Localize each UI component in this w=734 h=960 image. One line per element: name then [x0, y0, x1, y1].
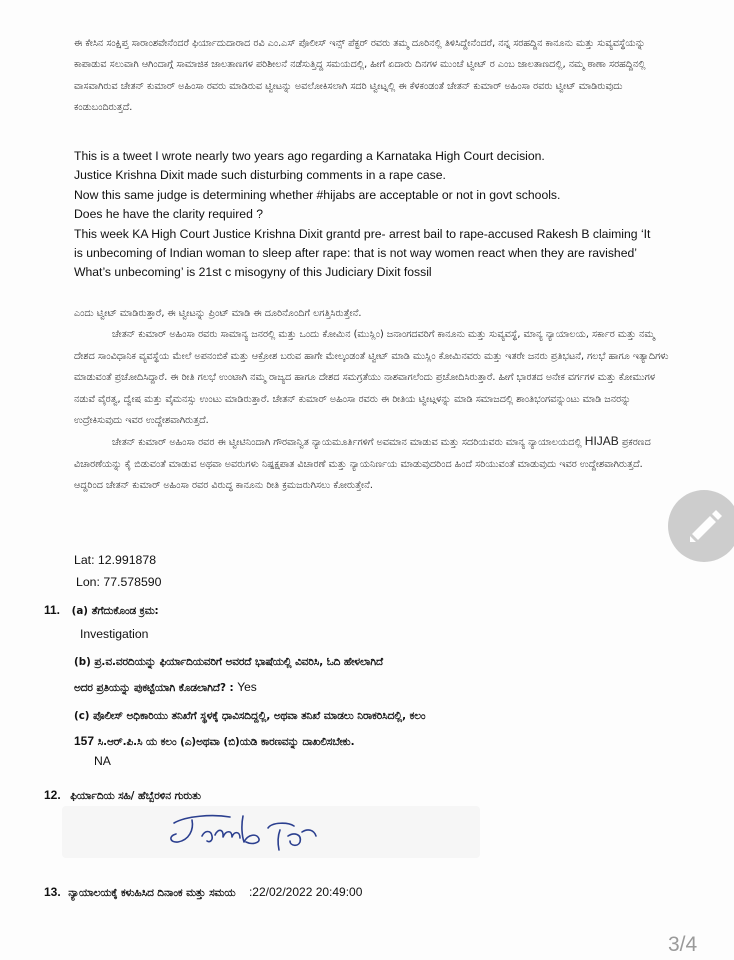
item-13-court-dispatch [44, 885, 362, 900]
item-11b-value: Yes [237, 680, 257, 694]
item-12-signature-label [44, 788, 201, 803]
item-11-number: 11. [44, 603, 61, 617]
tweet-line: is unbecoming of Indian woman to sleep after rape: that is not way women react when they are ravished’ [74, 246, 637, 261]
complaint-body [74, 303, 670, 497]
tweet-line: Does he have the clarity required ? [74, 207, 264, 222]
latitude: Lat: 12.991878 [74, 553, 157, 567]
item-11c-line-1: (c) ಪೊಲೀಸ್ ಅಧಿಕಾರಿಯು ತನಿಖೆಗೆ ಸ್ಥಳಕ್ಕೆ ಧಾವಿಸದಿದ್ದಲ್ಲಿ, ಅಥವಾ ತನಿಖೆ ಮಾಡಲು ನಿರಾಕರಿಸಿದಲ್ಲಿ, ಕಲಂ [74, 710, 426, 722]
complaint-paragraph-2: ಚೇತನ್ ಕುಮಾರ್ ಅಹಿಂಸಾ ರವರು ಸಾಮಾನ್ಯ ಜನರಲ್ಲಿ ಮತ್ತು ಒಂದು ಕೋಮಿನ (ಮುಸ್ಲಿಂ) ಜನಾಂಗದವರಿಗೆ ಕಾನೂನು ಮತ್ತು ಸುವ್ಯವಸ್ಥೆ, ಮಾನ್ಯ ನ್ಯಾಯಾಲಯ, ಸರ್ಕಾರ ಮತ್ತು ನಮ್ಮ ದೇಶದ ಸಾಂವಿಧಾನಿಕ ವ್ಯವಸ್ಥೆಯ ಮೇಲೆ ಅಪನಂಬಿಕೆ ಮತ್ತು ಆಕ್ರೋಶ ಬರುವ ಹಾಗೇ ಮೇಲ್ಕಂಡಂತೆ ಟ್ವೀಟ್ ಮಾಡಿ ಮುಸ್ಲಿಂ ಕೋಮಿನವರು ಮತ್ತು ಇತರೇ ಜನರು ಪ್ರತಿಭಟನೆ, ಗಲಭೆ ಹಾಗೂ ಇತ್ಯಾದಿಗಳು ಮಾಡುವಂತೆ ಪ್ರಚೋದಿಸಿದ್ದಾರೆ. ಈ ರೀತಿ ಗಲಭೆ ಉಂಟಾಗಿ ನಮ್ಮ ರಾಜ್ಯದ ಹಾಗೂ ದೇಶದ ಸಮಗ್ರತೆಯು ನಾಶವಾಗಲೆಂದು ಪ್ರಚೋದಿಸಿರುತ್ತಾರೆ. ಹೀಗೆ ಭಾರತದ ಅನೇಕ ವರ್ಗಗಳ ಮತ್ತು ಕೋಮುಗಳ ನಡುವೆ ವೈರತ್ವ, ದ್ವೇಷ ಮತ್ತು ವೈಮನಸ್ಸು ಉಂಟು ಮಾಡಿರುತ್ತಾರೆ. ಚೇತನ್ ಕುಮಾರ್ ಅಹಿಂಸಾ ರವರು ಈ ರೀತಿಯ ಟ್ವೀಟ್ಗಳನ್ನು ಮಾಡಿ ಸಮಾಜದಲ್ಲಿ ಶಾಂತಿಭಂಗವನ್ನುಂಟು ಮಾಡಿ ಜನರನ್ನು ಉದ್ರೇಕಿಸುವುದು ಇವರ ಉದ್ದೇಶವಾಗಿರುತ್ತದೆ. [74, 329, 669, 427]
item-11c-value: NA [94, 754, 111, 768]
item-11c-text: ಸಿ.ಆರ್.ಪಿ.ಸಿ ಯ ಕಲಂ (ಎ)ಅಥವಾ (ಬಿ)ಯಡಿ ಕಾರಣವನ್ನು ದಾಖಲಿಸಬೇಕು. [94, 736, 355, 748]
tweet-line: This is a tweet I wrote nearly two years ago regarding a Karnataka High Court decision. [74, 149, 545, 163]
item-12-label: ಫಿರ್ಯಾದಿಯ ಸಹಿ/ ಹೆಬ್ಬೆರಳಿನ ಗುರುತು [70, 790, 201, 802]
complaint-paragraph-3 [74, 431, 670, 496]
item-11-action-taken [44, 603, 159, 618]
page-indicator: 3/4 [668, 933, 698, 956]
item-11a-value: Investigation [80, 627, 149, 641]
item-11b-question: ಅದರ ಪ್ರತಿಯನ್ನು ಪುಕಟ್ಟೆಯಾಗಿ ಕೊಡಲಾಗಿದೆ? : [74, 682, 234, 694]
complaint-summary-text: ಈ ಕೇಸಿನ ಸಂಕ್ಷಿಪ್ತ ಸಾರಾಂಶವೇನೆಂದರೆ ಫಿರ್ಯಾದುದಾರಾದ ರವಿ ಎಂ.ಎಸ್ ಪೊಲೀಸ್ ಇನ್ಸ್ ಪೆಕ್ಟರ್ ರವರು ತಮ್ಮ ದೂರಿನಲ್ಲಿ ತಿಳಿಸಿದ್ದೇನೆಂದರೆ, ನನ್ನ ಸರಹದ್ದಿನ ಕಾನೂನು ಮತ್ತು ಸುವ್ಯವಸ್ಥೆಯನ್ನು ಕಾಪಾಡುವ ಸಲುವಾಗಿ ಆಗಿಂದಾಗ್ಗೆ ಸಾಮಾಜಿಕ ಜಾಲತಾಣಗಳ ಪರಿಶೀಲನೆ ನಡೆಸುತ್ತಿದ್ದ ಸಮಯದಲ್ಲಿ, ಹೀಗೆ ಏದಾರು ದಿನಗಳ ಮುಂಚೆ ಟ್ವೀಟ್ ರ ಎಂಬ ಜಾಲತಾಣದಲ್ಲಿ, ನಮ್ಮ ಠಾಣಾ ಸರಹದ್ದಿನಲ್ಲಿ ವಾಸವಾಗಿರುವ ಚೇತನ್ ಕುಮಾರ್ ಅಹಿಂಸಾ ರವರು ಮಾಡಿರುವ ಟ್ವೀಟನ್ನು ಅವಲೋಕಿಸಲಾಗಿ ಸದರಿ ಟ್ವೀಟ್ನಲ್ಲಿ ಈ ಕೆಳಕಂಡಂತೆ ಚೇತನ್ ಕುಮಾರ್ ಅಹಿಂಸಾ ರವರು ಟ್ವೀಟ್ ಮಾಡಿರುವುದು ಕಂಡುಬಂದಿರುತ್ತದೆ. [74, 38, 646, 114]
item-11c-line-2 [74, 734, 354, 749]
item-11b-line-2 [74, 680, 257, 695]
tweet-line: Justice Krishna Dixit made such disturbing comments in a rape case. [74, 168, 446, 183]
tweet-line: Now this same judge is determining whether #hijabs are acceptable or not in govt schools. [74, 187, 561, 202]
after-tweet-line: ಎಂದು ಟ್ವೀಟ್ ಮಾಡಿರುತ್ತಾರೆ, ಈ ಟ್ವೀಟನ್ನು ಪ್ರಿಂಟ್ ಮಾಡಿ ಈ ದೂರಿನೊಂದಿಗೆ ಲಗತ್ತಿಸಿರುತ್ತೇನೆ. [74, 308, 362, 319]
item-13-value: :22/02/2022 20:49:00 [248, 885, 363, 899]
item-11c-section-number: 157 [74, 734, 95, 748]
longitude: Lon: 77.578590 [76, 575, 162, 589]
hijab-word: HIJAB [584, 434, 619, 449]
handwritten-signature [62, 806, 480, 858]
item-12-number: 12. [44, 788, 61, 802]
pencil-icon [668, 490, 734, 562]
complaint-paragraph-3-start: ಚೇತನ್ ಕುಮಾರ್ ಅಹಿಂಸಾ ರವರ ಈ ಟ್ವೀಟಿನಿಂದಾಗಿ ಗೌರವಾನ್ವಿತ ನ್ಯಾಯಮೂರ್ತಿಗಳಿಗೆ ಅವಮಾನ ಮಾಡುವ ಮತ್ತು ಸದರಿಯವರು ಮಾನ್ಯ ನ್ಯಾಯಾಲಯದಲ್ಲಿ [112, 437, 585, 449]
complaint-summary-paragraph [74, 33, 670, 119]
tweet-line: This week KA High Court Justice Krishna Dixit grantd pre- arrest bail to rape-accused Rakesh B claiming ‘It [74, 226, 651, 241]
item-13-label: ನ್ಯಾಯಾಲಯಕ್ಕೆ ಕಳುಹಿಸಿದ ದಿನಾಂಕ ಮತ್ತು ಸಮಯ [68, 887, 236, 899]
signature-area [62, 806, 480, 858]
item-11b-line-1: (b) ಪ್ರ.ವ.ವರದಿಯನ್ನು ಫಿರ್ಯಾದಿಯವರಿಗೆ ಅವರದೆ ಭಾಷೆಯಲ್ಲಿ ವಿವರಿಸಿ, ಓದಿ ಹೇಳಲಾಗಿದೆ [74, 656, 384, 668]
complaint-paragraph-3-end: ಪ್ರಕರಣದ ವಿಚಾರಣೆಯನ್ನು ಕೈ ಬಿಡುವಂತೆ ಮಾಡುವ ಅಥವಾ ಅವರುಗಳು ನಿಷ್ಪಕ್ಷಪಾತ ವಿಚಾರಣೆ ಮತ್ತು ನ್ಯಾಯನಿರ್ಣಯ ಮಾಡುವುದರಿಂದ ಹಿಂದೆ ಸರಿಯುವಂತೆ ಮಾಡುವುದು ಇವರ ಉದ್ದೇಶವಾಗಿರುತ್ತದೆ. ಆದ್ದರಿಂದ ಚೇತನ್ ಕುಮಾರ್ ಅಹಿಂಸಾ ರವರ ವಿರುದ್ಧ ಕಾನೂನು ರೀತಿ ಕ್ರಮಜರುಗಿಸಲು ಕೋರುತ್ತೇನೆ. [74, 437, 651, 492]
tweet-line: What’s unbecoming’ is 21st c misogyny of this Judiciary Dixit fossil [74, 265, 432, 280]
edit-button[interactable] [668, 490, 734, 562]
item-11a-label: (a) ತೆಗೆದುಕೊಂಡ ಕ್ರಮ: [71, 605, 159, 617]
item-13-number: 13. [44, 885, 61, 899]
quoted-tweet-block [74, 147, 684, 283]
